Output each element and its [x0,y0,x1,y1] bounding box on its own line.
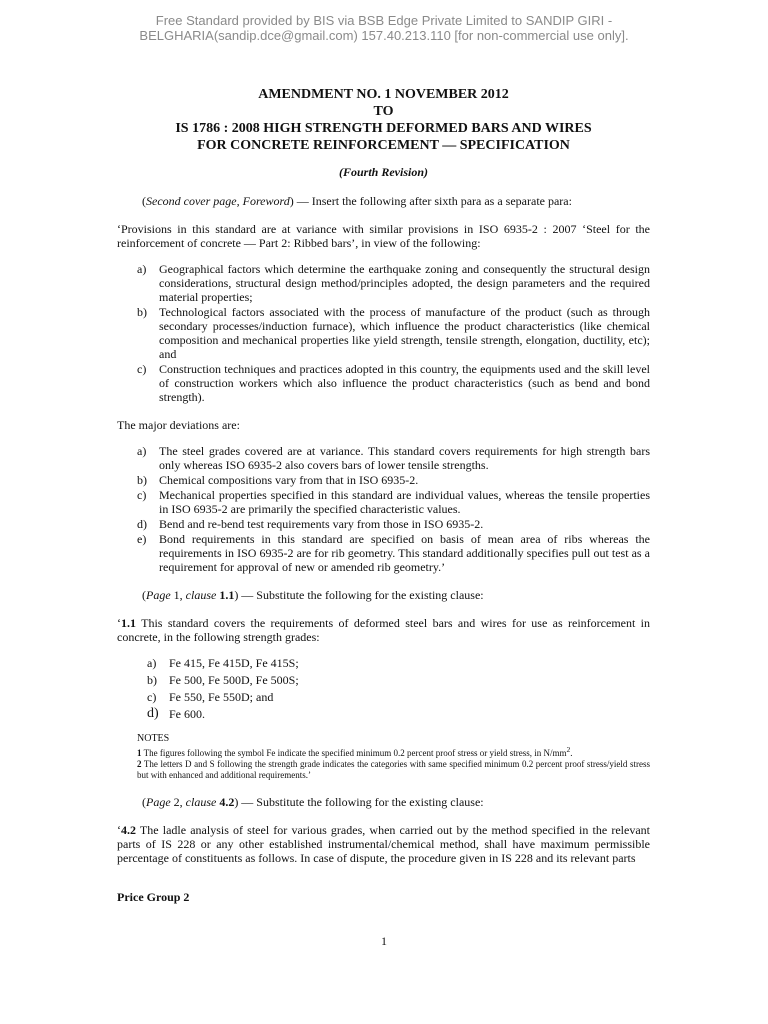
intro-rest: ) — Insert the following after sixth para as a separate para: [289,194,572,208]
page-number-ref: 1 [170,588,180,602]
page-number-ref: 2 [170,795,180,809]
list-item [117,707,650,721]
list-marker: a) [137,262,147,276]
list-marker: d) [137,517,147,531]
price-group: Price Group 2 [117,890,190,904]
list-marker: b) [137,305,147,319]
watermark [0,13,768,43]
list-item-text: Technological factors associated with the process of manufacture of the product (such as through secondary processes/induction furnace), which influence the product characteristics (like chemical composition and mechanical properties like yield strength, tensile strength, elongation, ductility, etc); and [159,305,650,361]
list-item [117,488,650,516]
list-item [117,262,650,304]
document-body [117,86,650,905]
note-end: . [570,748,573,758]
page-number: 1 [381,934,387,948]
quote-mark: ‘ [117,616,121,630]
list-marker: a) [137,444,147,458]
title-line-2: TO [373,104,394,119]
list-item [117,444,650,472]
clause-label: clause [185,588,217,602]
paren: ( [142,588,146,602]
list-item-text: Bend and re-bend test requirements vary from those in ISO 6935-2. [159,517,484,531]
list-marker: c) [137,488,147,502]
paren: ( [142,194,146,208]
deviations-list [117,444,650,574]
list-marker: e) [137,532,147,546]
clause-number: 4.2 [121,823,136,837]
list-marker: b) [137,473,147,487]
list-item-text: Bond requirements in this standard are specified on basis of mean area of ribs whereas the requirements in ISO 6935-2 are for rib geometry. This standard additionally specifies pull out test as a requirement for approval of new or amended rib geometry.’ [159,532,650,574]
note-2 [137,759,650,781]
list-item [117,532,650,574]
factors-list [117,262,650,404]
clause-4-2 [117,823,650,865]
note-number: 2 [137,759,142,769]
document-title [117,86,650,154]
list-item-text: Fe 415, Fe 415D, Fe 415S; [169,656,299,670]
list-item-text: Fe 600. [169,707,205,721]
title-line-3: IS 1786 : 2008 HIGH STRENGTH DEFORMED BARS AND WIRES [175,121,592,136]
title-line-1: AMENDMENT NO. 1 NOVEMBER 2012 [258,87,509,102]
clause-number: 1.1 [121,616,136,630]
clause-text: This standard covers the requirements of deformed steel bars and wires for use as reinforcement in concrete, in the following strength grades: [117,616,650,644]
list-item [117,305,650,361]
title-line-4: FOR CONCRETE REINFORCEMENT — SPECIFICATION [197,138,570,153]
clause-instruction-text: ) — Substitute the following for the existing clause: [234,795,484,809]
list-item-text: Mechanical properties specified in this standard are individual values, whereas the tensile properties in ISO 6935-2 are primarily the specified characteristic values. [159,488,650,516]
provisions-paragraph: ‘Provisions in this standard are at variance with similar provisions in ISO 6935-2 : 2007 ‘Steel for the reinforcement of concrete — Part 2: Ribbed bars’, in view of the following: [117,222,650,250]
revision-label: (Fourth Revision) [338,165,428,179]
note-text: The figures following the symbol Fe indicate the specified minimum 0.2 percent proof stress or yield stress, in N/mm [141,748,567,758]
intro-ref: Second cover page, Foreword [146,194,290,208]
list-item-text: Fe 500, Fe 500D, Fe 500S; [169,673,299,687]
paren: ( [142,795,146,809]
watermark-line-1: Free Standard provided by BIS via BSB Edge Private Limited to SANDIP GIRI - [155,13,613,28]
list-marker: c) [137,362,147,376]
watermark-line-2: BELGHARIA(sandip.dce@gmail.com) 157.40.213.110 [for non-commercial use only]. [139,28,629,43]
list-marker: b) [147,673,157,687]
list-marker: c) [147,690,157,704]
clause-number-ref: 1.1 [216,588,235,602]
list-item [117,517,650,531]
list-item [117,673,650,687]
clause-1-1 [117,616,650,644]
list-item-text: Construction techniques and practices adopted in this country, the equipments used and the skill level of construction workers which also influence the product characteristics (such as bend and bond strength). [159,362,650,404]
list-item-text: Geographical factors which determine the earthquake zoning and consequently the structural design considerations, structural design method/principles adopted, the design parameters and the required material properties; [159,262,650,304]
clause-1-instruction [117,588,650,602]
list-marker: a) [147,656,157,670]
intro-instruction [117,194,650,208]
notes [117,733,650,781]
list-item [117,362,650,404]
clause-label: clause [185,795,217,809]
page-label: Page [146,795,171,809]
separator: , [179,795,186,809]
quote-mark: ‘ [117,823,121,837]
list-item-text: The steel grades covered are at variance. This standard covers requirements for high strength bars only whereas ISO 6935-2 also covers bars of lower tensile strengths. [159,444,650,472]
note-number: 1 [137,748,142,758]
note-text: The letters D and S following the strength grade indicates the categories with same specified minimum 0.2 percent proof stress/yield stress but with enhanced and additional requirements.’ [137,759,650,780]
separator: , [179,588,186,602]
notes-heading: NOTES [137,733,170,744]
list-marker: d) [147,706,159,721]
clause-instruction-text: ) — Substitute the following for the existing clause: [234,588,484,602]
list-item [117,473,650,487]
clause-2-instruction [117,795,650,809]
list-item-text: Chemical compositions vary from that in ISO 6935-2. [159,473,419,487]
list-item [117,690,650,704]
grades-list [117,656,650,721]
page-label: Page [146,588,171,602]
note-1 [137,744,650,759]
clause-text: The ladle analysis of steel for various grades, when carried out by the method specified in the relevant parts of IS 228 or any other established instrumental/chemical method, shall have maximum permissible percentage of constituents as follows. In case of dispute, the procedure given in IS 228 and its relevant parts [117,823,650,865]
superscript: 2 [566,745,571,754]
deviations-heading: The major deviations are: [117,418,240,432]
list-item-text: Fe 550, Fe 550D; and [169,690,274,704]
list-item [117,656,650,670]
clause-number-ref: 4.2 [216,795,235,809]
